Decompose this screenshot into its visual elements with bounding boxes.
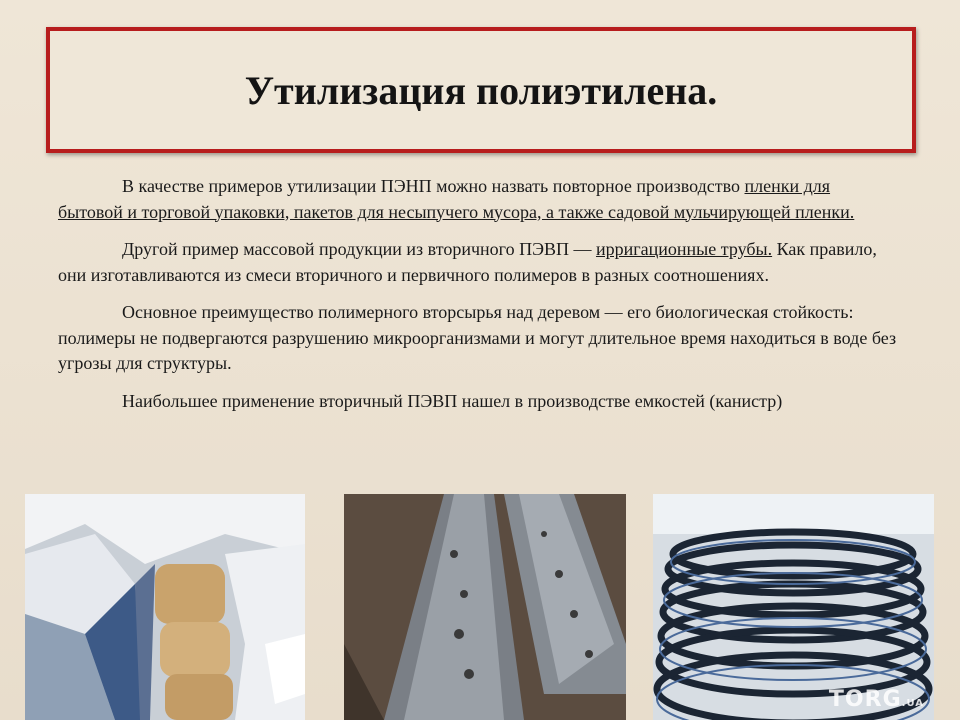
paragraph-2-tail: Как правило, они изготавливаются из смеси вторичного и первичного полимеров в разных соотношениях.	[58, 239, 877, 285]
photo-strip	[0, 494, 960, 720]
paragraph-2-text: Другой пример массовой продукции из вторичного ПЭВП —	[122, 239, 596, 259]
torg-watermark: TORG.UA	[828, 687, 924, 712]
paragraph-4	[58, 389, 898, 415]
title-box	[46, 27, 916, 153]
slide-body	[58, 174, 898, 426]
paragraph-1-text: В качестве примеров утилизации ПЭНП можно назвать повторное производство	[122, 176, 745, 196]
irrigation-pipe-coils-photo	[653, 494, 934, 720]
paragraph-1	[58, 174, 898, 225]
slide-title: Утилизация полиэтилена.	[244, 67, 718, 113]
paragraph-3	[58, 300, 898, 377]
paragraph-2	[58, 237, 898, 288]
paragraph-4-text: Наибольшее применение вторичный ПЭВП нашел в производстве емкостей (канистр)	[122, 390, 783, 411]
garden-mulch-film-photo	[344, 494, 626, 720]
paragraph-3-text: Основное преимущество полимерного вторсырья над деревом — его биологическая стойкость: полимеры не подвергаются разрушению микроорганизмами и могут длительное время находиться в воде без угрозы для структуры.	[58, 302, 897, 373]
paragraph-2-link[interactable]: ирригационные трубы.	[595, 239, 773, 259]
paragraph-1-link[interactable]: пленки для бытовой и торговой упаковки, пакетов для несыпучего мусора, а также садовой мульчирующей пленки.	[58, 176, 855, 222]
plastic-bales-photo	[25, 494, 305, 720]
